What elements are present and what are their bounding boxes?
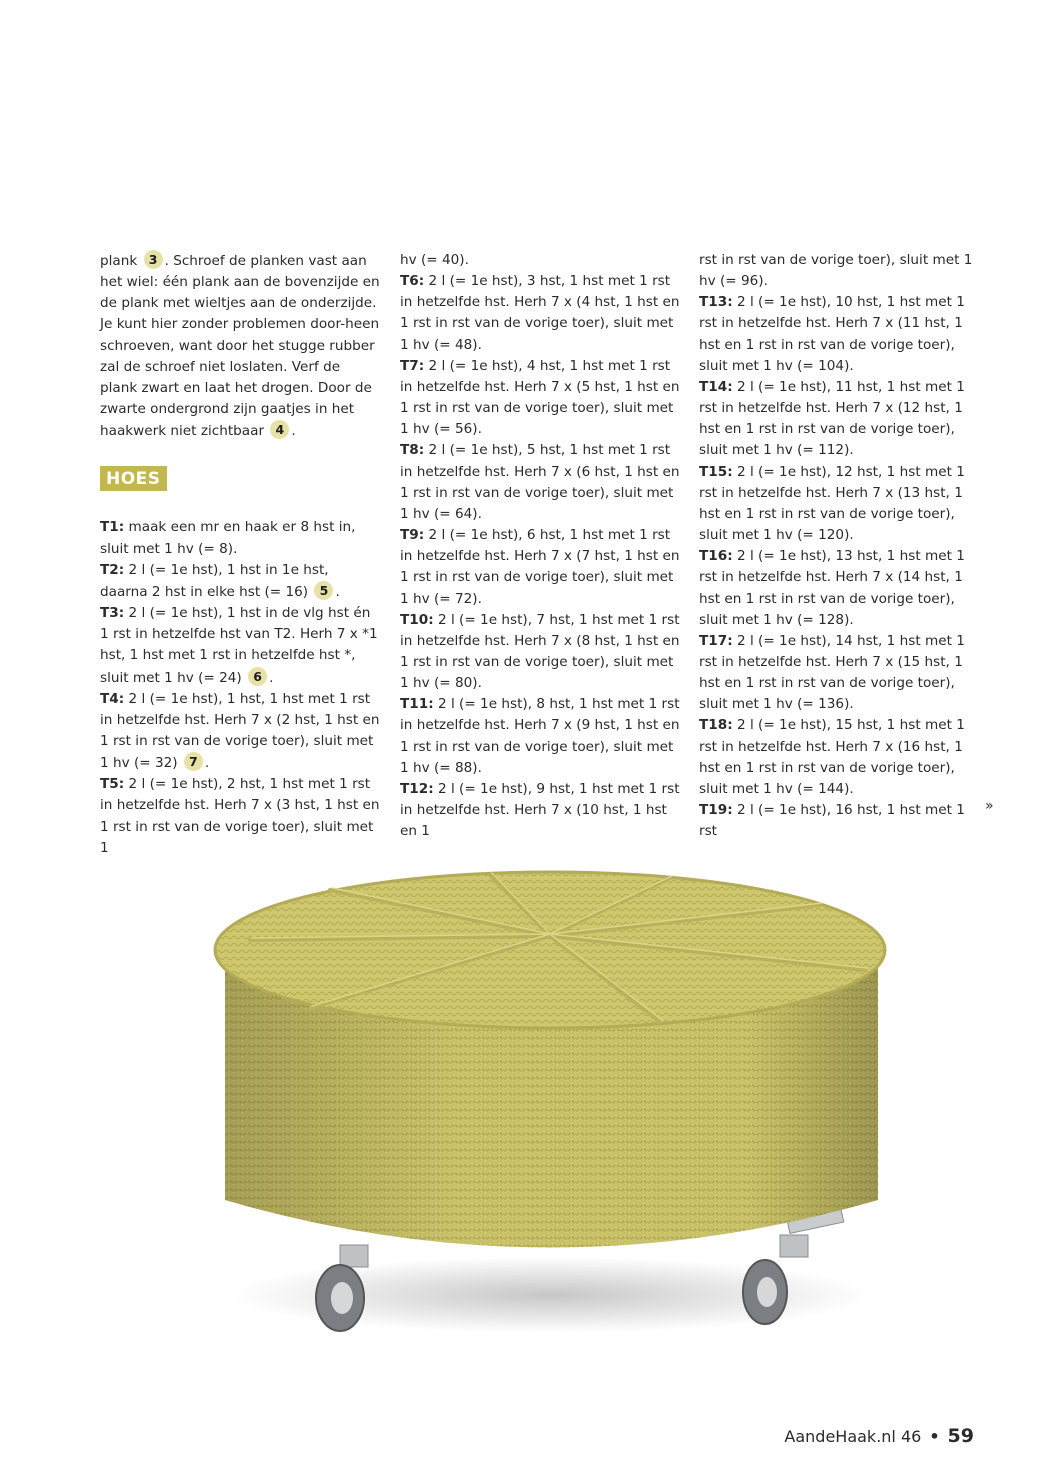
round-t6 bbox=[400, 271, 680, 356]
round-label: T12: bbox=[400, 780, 434, 797]
magazine-name: AandeHaak.nl 46 bbox=[784, 1427, 922, 1446]
round-t7 bbox=[400, 356, 680, 441]
intro-text-start: plank bbox=[100, 253, 138, 269]
step-badge-7: 7 bbox=[184, 752, 203, 771]
page-footer bbox=[784, 1425, 974, 1447]
round-label: T15: bbox=[699, 463, 733, 480]
round-text: 2 l (= 1e hst), 12 hst, 1 hst met 1 rst in hetzelfde hst. Herh 7 x (13 hst, 1 hst en 1 rst in rst van de vorige toer), sluit met 1 hv (= 120). bbox=[699, 463, 965, 544]
step-badge-4: 4 bbox=[270, 420, 289, 439]
round-text: 2 l (= 1e hst), 7 hst, 1 hst met 1 rst in hetzelfde hst. Herh 7 x (8 hst, 1 hst en 1 rst in rst van de vorige toer), sluit met 1 hv (= 80). bbox=[400, 611, 680, 692]
round-t16 bbox=[699, 546, 979, 631]
round-text: 2 l (= 1e hst), 1 hst, 1 hst met 1 rst in hetzelfde hst. Herh 7 x (2 hst, 1 hst en 1 rst in rst van de vorige toer), sluit met 1 hv (= 32) bbox=[100, 690, 380, 772]
round-label: T11: bbox=[400, 696, 434, 713]
round-label: T4: bbox=[100, 690, 125, 707]
round-label: T10: bbox=[400, 611, 434, 628]
footer-separator: • bbox=[929, 1427, 940, 1446]
round-text: 2 l (= 1e hst), 11 hst, 1 hst met 1 rst in hetzelfde hst. Herh 7 x (12 hst, 1 hst en 1 rst in rst van de vorige toer), sluit met 1 hv (= 112). bbox=[699, 378, 965, 459]
round-t3 bbox=[100, 603, 380, 689]
section-heading-hoes: HOES bbox=[100, 466, 167, 491]
text-column-1 bbox=[100, 250, 380, 859]
round-t17 bbox=[699, 631, 979, 716]
round-t5-continued: hv (= 40). bbox=[400, 252, 469, 268]
step-badge-6: 6 bbox=[248, 667, 267, 686]
round-label: T5: bbox=[100, 776, 125, 793]
round-text: 2 l (= 1e hst), 9 hst, 1 hst met 1 rst in hetzelfde hst. Herh 7 x (10 hst, 1 hst en 1 bbox=[400, 780, 680, 840]
step-badge-5: 5 bbox=[314, 581, 333, 600]
round-t5 bbox=[100, 774, 380, 859]
round-label: T7: bbox=[400, 357, 425, 374]
round-text: 2 l (= 1e hst), 10 hst, 1 hst met 1 rst in hetzelfde hst. Herh 7 x (11 hst, 1 hst en 1 rst in rst van de vorige toer), sluit met 1 hv (= 104). bbox=[699, 294, 965, 374]
round-text: 2 l (= 1e hst), 8 hst, 1 hst met 1 rst in hetzelfde hst. Herh 7 x (9 hst, 1 hst en 1 rst in rst van de vorige toer), sluit met 1 hv (= 88). bbox=[400, 696, 680, 776]
round-t4 bbox=[100, 689, 380, 775]
round-label: T19: bbox=[699, 802, 733, 819]
round-t1 bbox=[100, 517, 380, 559]
round-t12 bbox=[400, 779, 680, 842]
round-label: T14: bbox=[699, 378, 733, 395]
round-label: T18: bbox=[699, 717, 733, 734]
round-t8 bbox=[400, 440, 680, 525]
round-label: T16: bbox=[699, 548, 733, 565]
round-text: 2 l (= 1e hst), 2 hst, 1 hst met 1 rst in hetzelfde hst. Herh 7 x (3 hst, 1 hst en 1 rst in rst van de vorige toer), sluit met 1 bbox=[100, 776, 380, 856]
round-t19 bbox=[699, 800, 979, 842]
round-label: T13: bbox=[699, 294, 733, 311]
round-text: 2 l (= 1e hst), 5 hst, 1 hst met 1 rst in hetzelfde hst. Herh 7 x (6 hst, 1 hst en 1 rst in rst van de vorige toer), sluit met 1 hv (= 64). bbox=[400, 442, 680, 522]
text-column-3 bbox=[699, 250, 979, 842]
round-t18 bbox=[699, 715, 979, 800]
round-text: 2 l (= 1e hst), 14 hst, 1 hst met 1 rst in hetzelfde hst. Herh 7 x (15 hst, 1 hst en 1 rst in rst van de vorige toer), sluit met 1 hv (= 136). bbox=[699, 632, 965, 713]
round-label: T9: bbox=[400, 527, 425, 544]
round-t15 bbox=[699, 462, 979, 547]
round-label: T6: bbox=[400, 273, 425, 290]
round-t13 bbox=[699, 292, 979, 377]
round-text: 2 l (= 1e hst), 16 hst, 1 hst met 1 rst bbox=[699, 802, 965, 840]
round-t10 bbox=[400, 610, 680, 695]
round-text: 2 l (= 1e hst), 4 hst, 1 hst met 1 rst in hetzelfde hst. Herh 7 x (5 hst, 1 hst en 1 rst in rst van de vorige toer), sluit met 1 hv (= 56). bbox=[400, 357, 680, 438]
round-text-end: . bbox=[269, 669, 274, 686]
round-text: maak een mr en haak er 8 hst in, sluit met 1 hv (= 8). bbox=[100, 519, 356, 557]
round-t14 bbox=[699, 377, 979, 462]
round-label: T3: bbox=[100, 605, 125, 622]
intro-text-end: . bbox=[291, 423, 296, 440]
round-text: 2 l (= 1e hst), 1 hst in de vlg hst én 1 rst in hetzelfde hst van T2. Herh 7 x *1 hst, 1 hst met 1 rst in hetzelfde hst *, sluit met 1 hv (= 24) bbox=[100, 605, 378, 686]
round-text-end: . bbox=[204, 755, 210, 772]
round-text: 2 l (= 1e hst), 13 hst, 1 hst met 1 rst in hetzelfde hst. Herh 7 x (14 hst, 1 hst en 1 rst in rst van de vorige toer), sluit met 1 hv (= 128). bbox=[699, 548, 965, 628]
text-column-2 bbox=[400, 250, 680, 842]
continue-arrow-icon: » bbox=[985, 798, 994, 814]
round-t11 bbox=[400, 694, 680, 779]
intro-paragraph bbox=[100, 250, 380, 442]
round-label: T17: bbox=[699, 632, 733, 649]
page-number: 59 bbox=[947, 1425, 974, 1447]
crochet-pouf-photo bbox=[200, 850, 900, 1370]
step-badge-3: 3 bbox=[144, 250, 163, 269]
round-text-end: . bbox=[335, 583, 340, 600]
round-t12-continued: rst in rst van de vorige toer), sluit met 1 hv (= 96). bbox=[699, 252, 973, 290]
round-text: 2 l (= 1e hst), 3 hst, 1 hst met 1 rst in hetzelfde hst. Herh 7 x (4 hst, 1 hst en 1 rst in rst van de vorige toer), sluit met 1 hv (= 48). bbox=[400, 273, 680, 353]
round-t9 bbox=[400, 525, 680, 610]
caster-wheel-left bbox=[316, 1245, 368, 1331]
round-label: T8: bbox=[400, 442, 425, 459]
round-text: 2 l (= 1e hst), 6 hst, 1 hst met 1 rst in hetzelfde hst. Herh 7 x (7 hst, 1 hst en 1 rst in rst van de vorige toer), sluit met 1 hv (= 72). bbox=[400, 527, 680, 607]
round-text: 2 l (= 1e hst), 15 hst, 1 hst met 1 rst in hetzelfde hst. Herh 7 x (16 hst, 1 hst en 1 rst in rst van de vorige toer), sluit met 1 hv (= 144). bbox=[699, 717, 965, 797]
round-label: T1: bbox=[100, 519, 125, 536]
round-label: T2: bbox=[100, 561, 125, 578]
round-text: 2 l (= 1e hst), 1 hst in 1e hst, daarna 2 hst in elke hst (= 16) bbox=[100, 561, 329, 600]
intro-text-body: . Schroef de planken vast aan het wiel: één plank aan de bovenzijde en de plank met wieltjes aan de onderzijde. Je kunt hier zonder problemen door-heen schroeven, want door het stugge rubber zal de schroef niet loslaten. Verf de plank zwart en laat het drogen. Door de zwarte ondergrond zijn gaatjes in het haakwerk niet zichtbaar bbox=[100, 253, 380, 440]
round-t2 bbox=[100, 560, 380, 603]
